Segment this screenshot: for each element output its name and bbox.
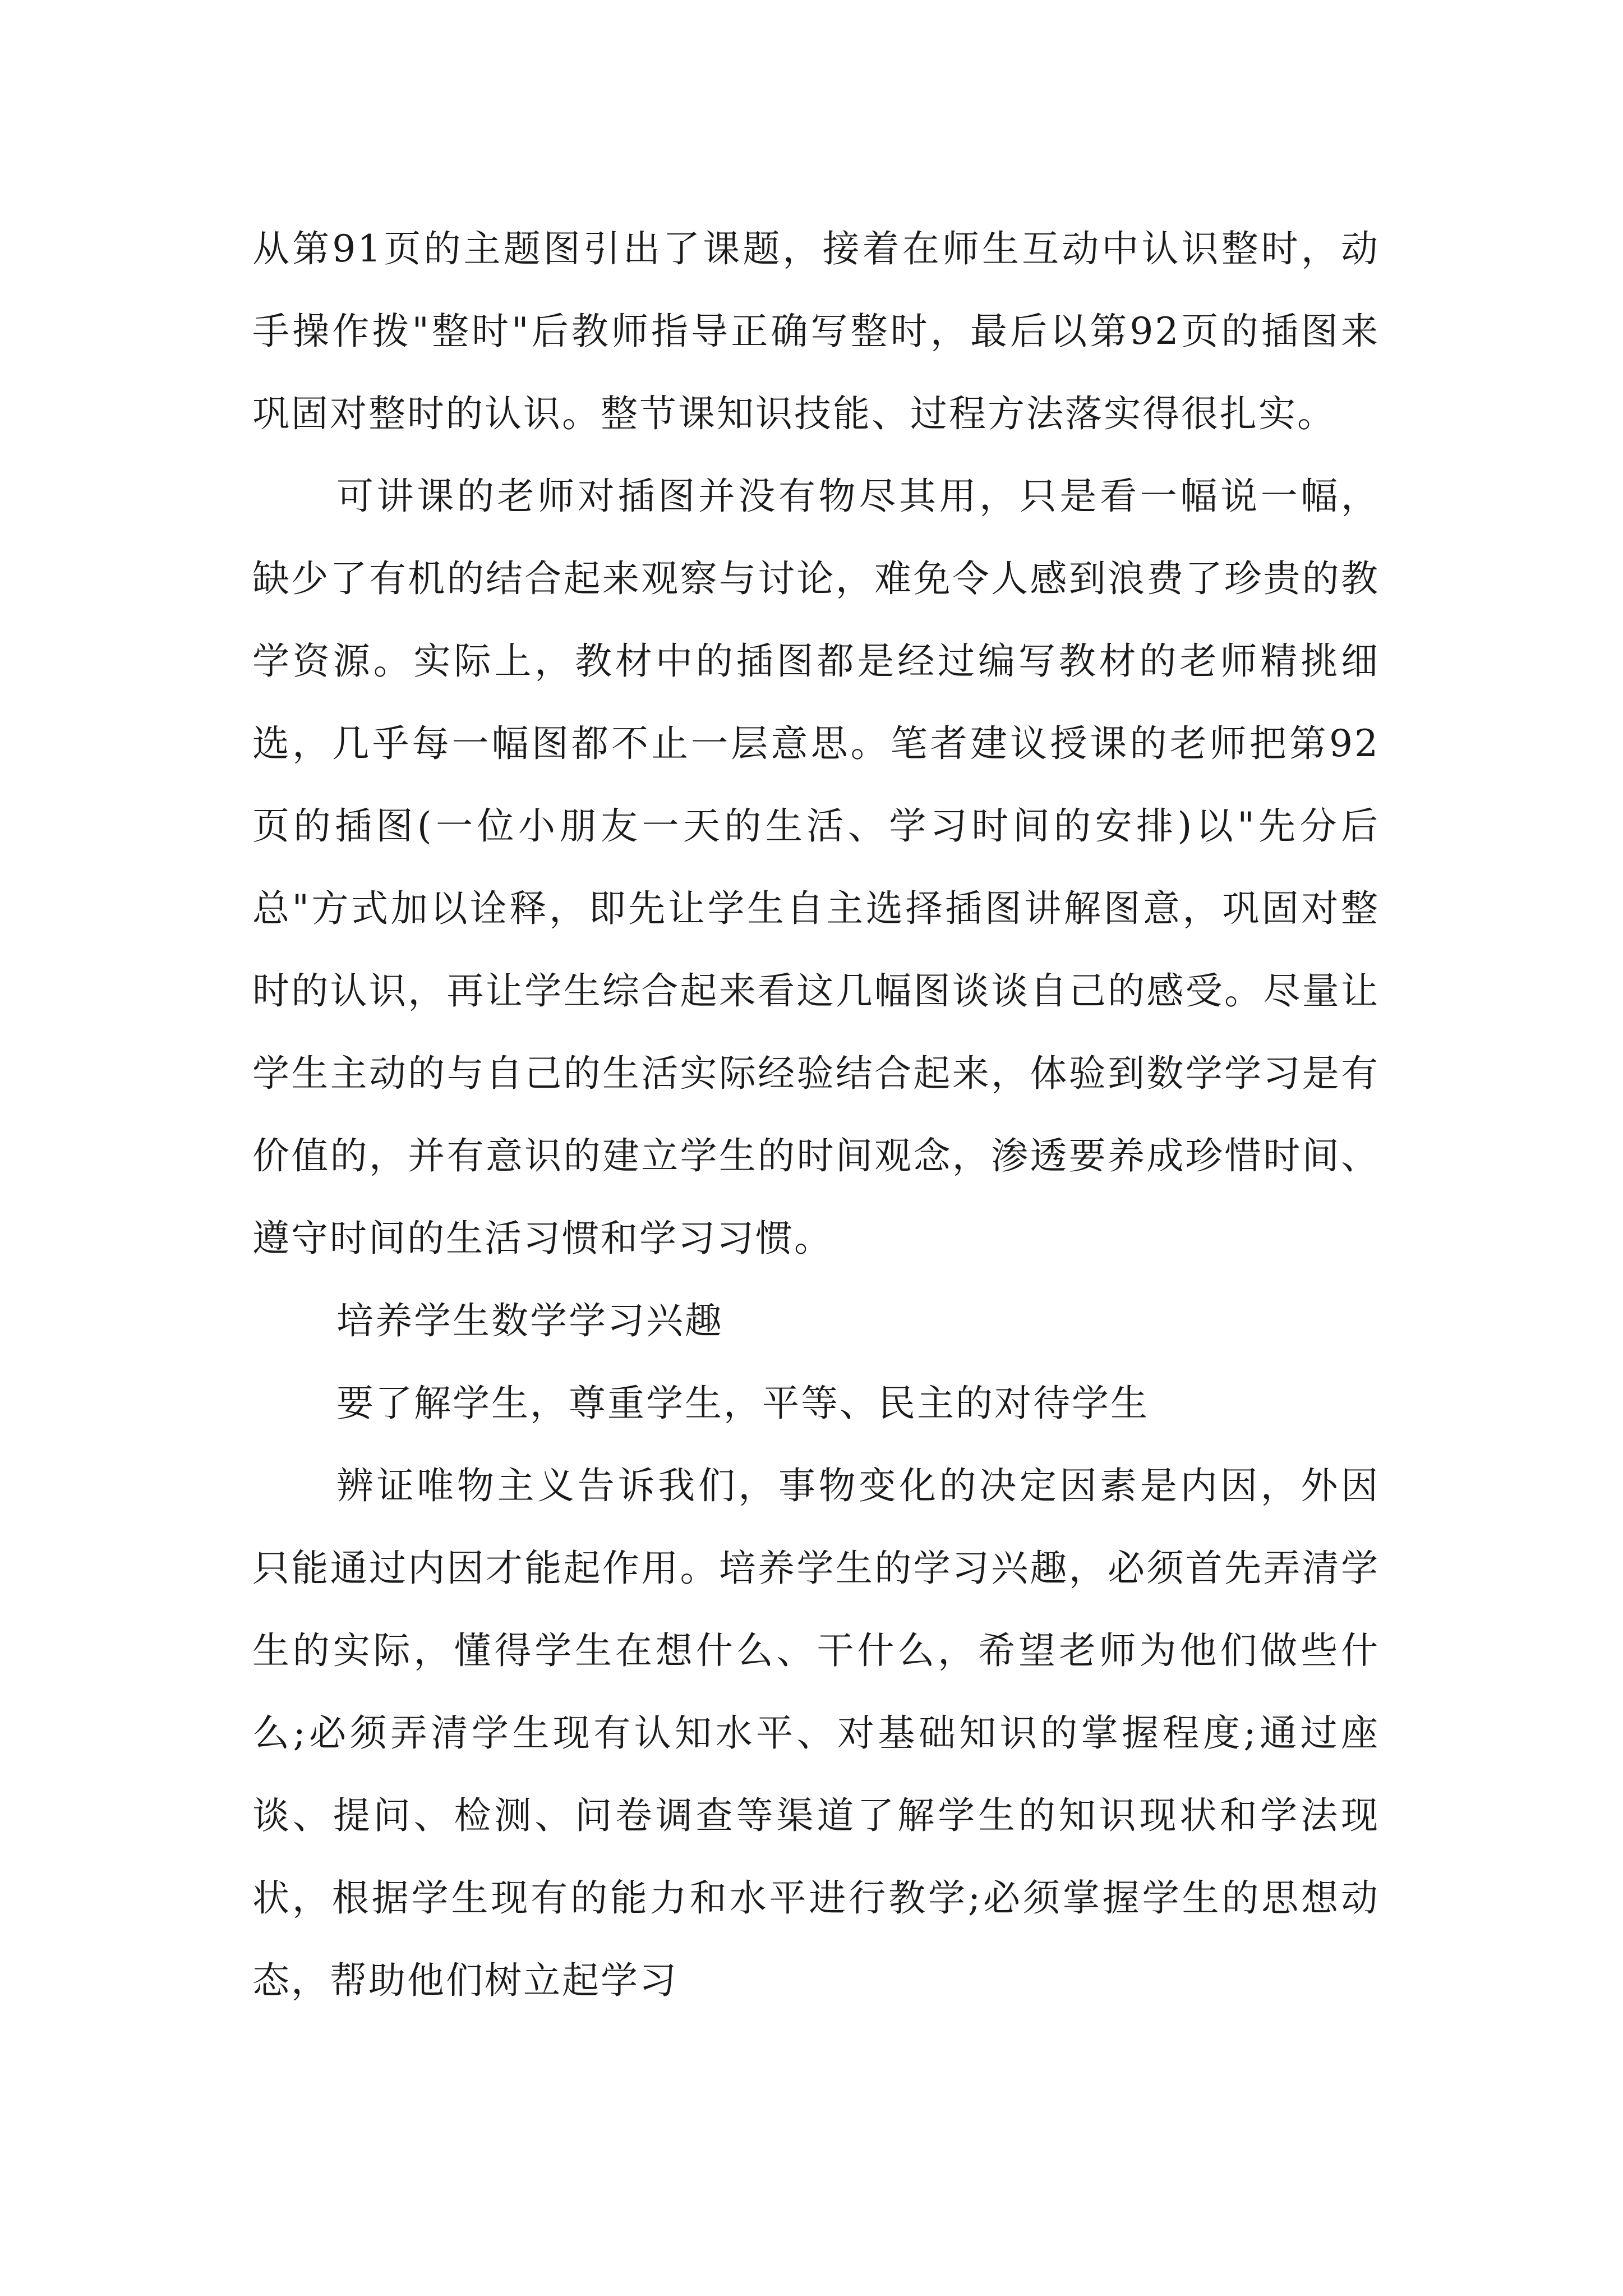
paragraph-illustration-suggestion: 可讲课的老师对插图并没有物尽其用，只是看一幅说一幅，缺少了有机的结合起来观察与讨论，难免令人感到浪费了珍贵的教学资源。实际上，教材中的插图都是经过编写教材的老师精挑细选，几乎每一幅图都不止一层意思。笔者建议授课的老师把第92页的插图(一位小朋友一天的生活、学习时间的安排)以"先分后总"方式加以诠释，即先让学生自主选择插图讲解图意，巩固对整时的认识，再让学生综合起来看这几幅图谈谈自己的感受。尽量让学生主动的与自己的生活实际经验结合起来，体验到数学学习是有价值的，并有意识的建立学生的时间观念，渗透要养成珍惜时间、遵守时间的生活习惯和学习习惯。: [252, 475, 1380, 1260]
section-heading-interest: 培养学生数学学习兴趣: [336, 1299, 723, 1342]
body-text: [252, 208, 1380, 2022]
paragraph-dialectical-materialism: 辨证唯物主义告诉我们，事物变化的决定因素是内因，外因只能通过内因才能起作用。培养学生的学习兴趣，必须首先弄清学生的实际，懂得学生在想什么、干什么，希望老师为他们做些什么;必须弄清学生现有认知水平、对基础知识的掌握程度;通过座谈、提问、检测、问卷调查等渠道了解学生的知识现状和学法现状，根据学生现有的能力和水平进行教学;必须掌握学生的思想动态，帮助他们树立起学习: [252, 1464, 1380, 2002]
paragraph-teaching-review: 从第91页的主题图引出了课题，接着在师生互动中认识整时，动手操作拨"整时"后教师指导正确写整时，最后以第92页的插图来巩固对整时的认识。整节课知识技能、过程方法落实得很扎实。: [252, 227, 1380, 435]
subsection-heading-respect-students: 要了解学生，尊重学生，平等、民主的对待学生: [336, 1382, 1149, 1425]
